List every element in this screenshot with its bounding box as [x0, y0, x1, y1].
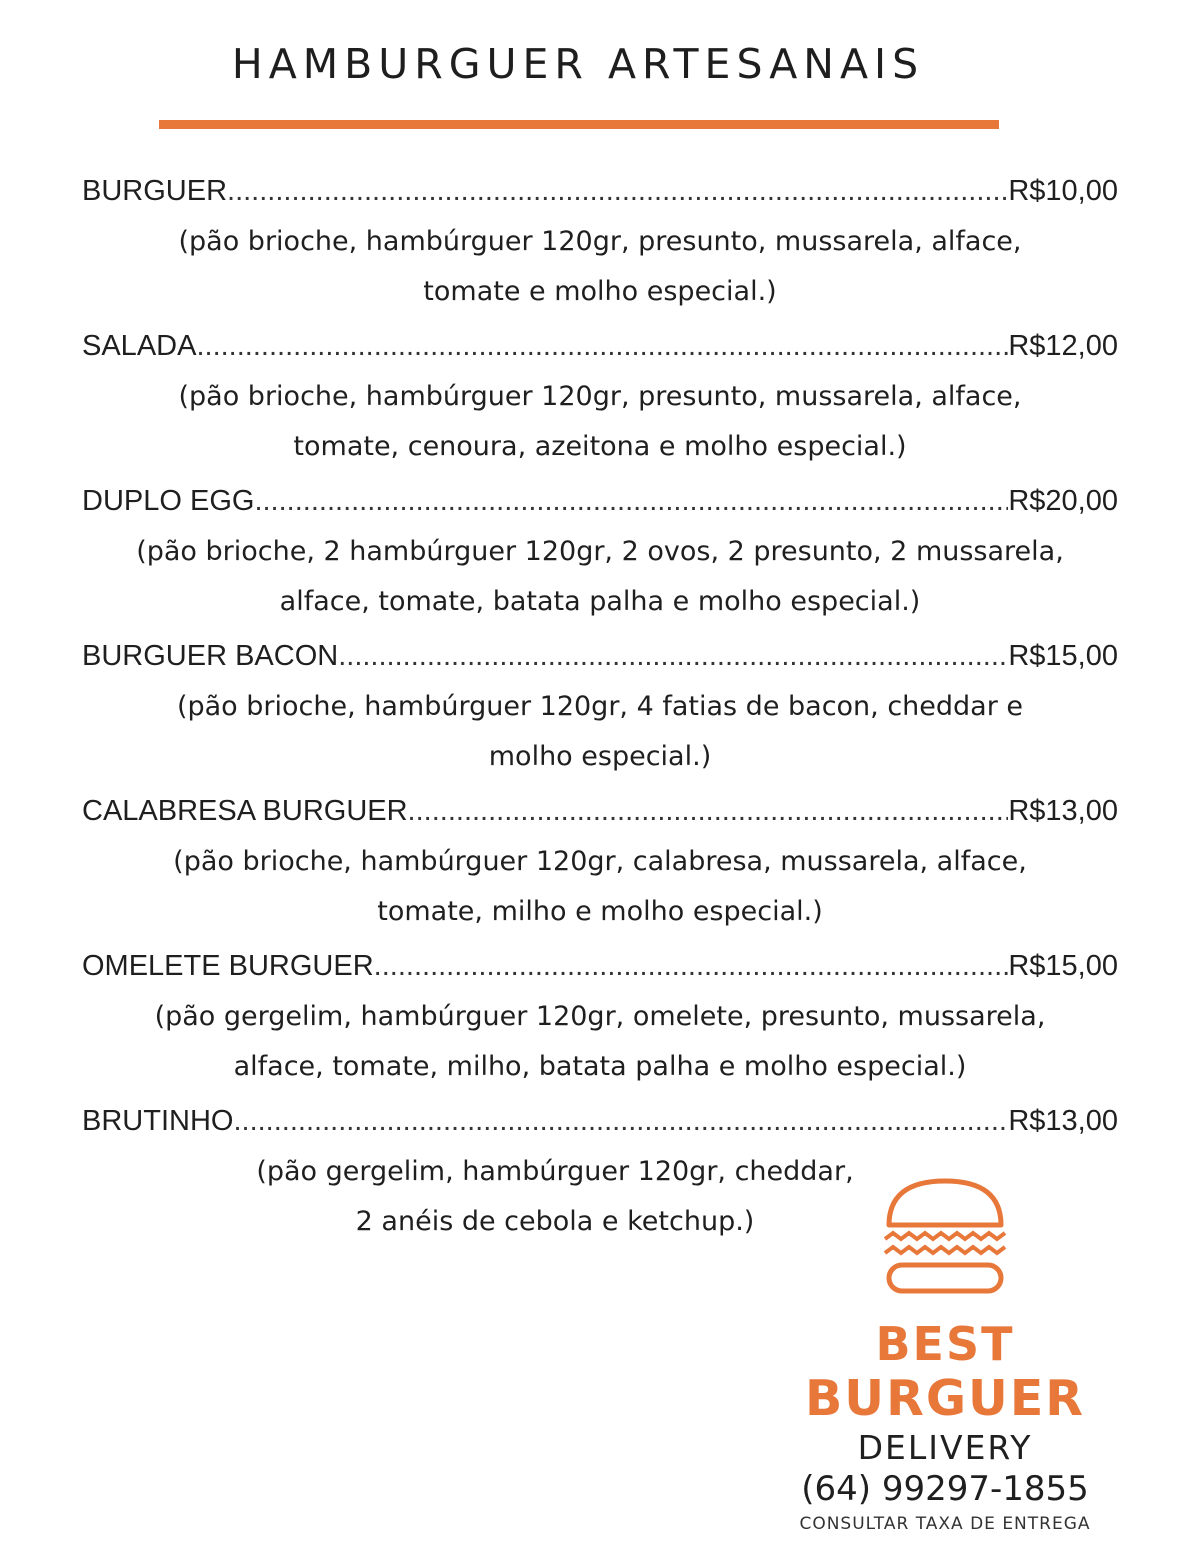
menu-item-name: CALABRESA BURGUER: [82, 795, 408, 827]
delivery-fee-note: CONSULTAR TAXA DE ENTREGA: [799, 1514, 1091, 1534]
brand-name-line2: BURGUER: [804, 1370, 1086, 1427]
menu-item-price: R$15,00: [1008, 640, 1118, 672]
description-line: (pão gergelim, hambúrguer 120gr, cheddar,: [256, 1156, 854, 1187]
menu-item-name: OMELETE BURGUER: [82, 950, 374, 982]
brand-logo: [770, 1175, 1120, 1539]
description-line: (pão gergelim, hambúrguer 120gr, omelete, presunto, mussarela,: [154, 1001, 1046, 1032]
description-line: 2 anéis de cebola e ketchup.): [355, 1206, 755, 1237]
menu-item-price: R$10,00: [1008, 175, 1118, 207]
menu-item-price: R$13,00: [1008, 1105, 1118, 1137]
dot-leader: [233, 1098, 1008, 1144]
burger-icon: [770, 1175, 1120, 1295]
menu-item: [82, 168, 1118, 317]
menu-item-header: [82, 633, 1118, 679]
menu-item: [82, 788, 1118, 937]
menu-item-price: R$15,00: [1008, 950, 1118, 982]
brand-name-line1: BEST: [875, 1317, 1015, 1371]
description-line: alface, tomate, milho, batata palha e molho especial.): [233, 1051, 967, 1082]
description-line: tomate, milho e molho especial.): [377, 896, 823, 927]
title-divider: [159, 120, 999, 129]
menu-item-price: R$20,00: [1008, 485, 1118, 517]
menu-item-header: [82, 1098, 1118, 1144]
description-line: tomate e molho especial.): [423, 276, 777, 307]
menu-item-description: [82, 372, 1118, 472]
description-line: (pão brioche, 2 hambúrguer 120gr, 2 ovos, 2 presunto, 2 mussarela,: [136, 536, 1064, 567]
menu-item-description: [82, 992, 1118, 1092]
description-line: tomate, cenoura, azeitona e molho especial.): [293, 431, 907, 462]
menu-item-description: [82, 527, 1118, 627]
menu-item: [82, 943, 1118, 1092]
dot-leader: [374, 943, 1009, 989]
menu-item-header: [82, 323, 1118, 369]
description-line: molho especial.): [488, 741, 712, 772]
description-line: (pão brioche, hambúrguer 120gr, calabresa, mussarela, alface,: [173, 846, 1027, 877]
menu-item-header: [82, 943, 1118, 989]
dot-leader: [227, 168, 1008, 214]
menu-item-description: [82, 682, 1118, 782]
menu-item-name: BURGUER BACON: [82, 640, 339, 672]
dot-leader: [338, 633, 1008, 679]
menu-item: [82, 633, 1118, 782]
description-line: (pão brioche, hambúrguer 120gr, presunto, mussarela, alface,: [178, 226, 1022, 257]
menu-item-header: [82, 478, 1118, 524]
menu-item-name: DUPLO EGG: [82, 485, 255, 517]
menu-list: [82, 168, 1118, 1253]
page-title: HAMBURGUER ARTESANAIS: [231, 40, 925, 88]
menu-item-name: BRUTINHO: [82, 1105, 234, 1137]
menu-item-header: [82, 788, 1118, 834]
description-line: (pão brioche, hambúrguer 120gr, presunto, mussarela, alface,: [178, 381, 1022, 412]
menu-item-header: [82, 168, 1118, 214]
dot-leader: [196, 323, 1008, 369]
description-line: (pão brioche, hambúrguer 120gr, 4 fatias de bacon, cheddar e: [176, 691, 1024, 722]
description-line: alface, tomate, batata palha e molho especial.): [279, 586, 921, 617]
delivery-label: DELIVERY: [857, 1428, 1033, 1467]
menu-item-description: [82, 837, 1118, 937]
menu-item: [82, 478, 1118, 627]
menu-item-name: SALADA: [82, 330, 197, 362]
menu-item-price: R$12,00: [1008, 330, 1118, 362]
menu-item-name: BURGUER: [82, 175, 228, 207]
menu-item-price: R$13,00: [1008, 795, 1118, 827]
phone-number: (64) 99297-1855: [801, 1469, 1089, 1509]
dot-leader: [254, 478, 1008, 524]
dot-leader: [408, 788, 1009, 834]
menu-item-description: [82, 217, 1118, 317]
menu-item: [82, 323, 1118, 472]
